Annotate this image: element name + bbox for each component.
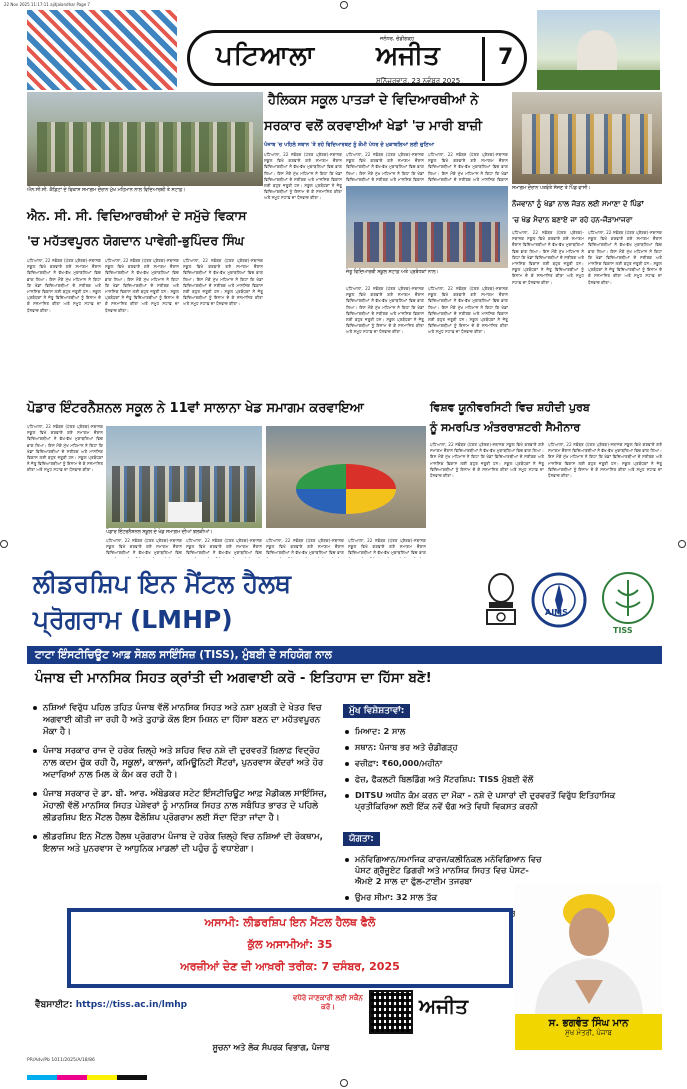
cm-name: ਸ. ਭਗਵੰਤ ਸਿੰਘ ਮਾਨ [548, 1018, 629, 1029]
lmhp-advertisement [27, 562, 662, 1072]
issue-date: ਸ਼ਨਿੱਚਰਵਾਰ, 23 ਨਵੰਬਰ 2025 [376, 77, 461, 85]
masthead [27, 10, 660, 90]
seminar-body-col-1: ਪਟਿਆਲਾ, 22 ਨਵੰਬਰ (ਪੱਤਰ ਪ੍ਰੇਰਕ)-ਸਥਾਨਕ ਸਕੂਲ ਵਿਖੇ ਕਰਵਾਏ ਗਏ ਸਮਾਗਮ ਦੌਰਾਨ ਵਿਦਿਆਰਥੀਆਂ ਨੇ ਵੱਖ-ਵੱਖ ਮੁਕਾਬਲਿਆਂ ਵਿਚ ਭਾਗ ਲਿਆ। ਇਸ ਮੌਕੇ ਮੁੱਖ ਮਹਿਮਾਨ ਨੇ ਕਿਹਾ ਕਿ ਖੇਡਾਂ ਵਿਦਿਆਰਥੀਆਂ ਦੇ ਸਰੀਰਕ ਅਤੇ ਮਾਨਸਿਕ ਵਿਕਾਸ ਲਈ ਬਹੁਤ ਜ਼ਰੂਰੀ ਹਨ। ਸਕੂਲ ਪ੍ਰਬੰਧਕਾਂ ਨੇ ਜੇਤੂ ਵਿਦਿਆਰਥੀਆਂ ਨੂੰ ਇਨਾਮ ਦੇ ਕੇ ਸਨਮਾਨਿਤ ਕੀਤਾ ਅਤੇ ਸਮੂਹ ਸਟਾਫ਼ ਦਾ ਧੰਨਵਾਦ ਕੀਤਾ। [430, 442, 544, 479]
village-body-col-2: ਪਟਿਆਲਾ, 22 ਨਵੰਬਰ (ਪੱਤਰ ਪ੍ਰੇਰਕ)-ਸਥਾਨਕ ਸਕੂਲ ਵਿਖੇ ਕਰਵਾਏ ਗਏ ਸਮਾਗਮ ਦੌਰਾਨ ਵਿਦਿਆਰਥੀਆਂ ਨੇ ਵੱਖ-ਵੱਖ ਮੁਕਾਬਲਿਆਂ ਵਿਚ ਭਾਗ ਲਿਆ। ਇਸ ਮੌਕੇ ਮੁੱਖ ਮਹਿਮਾਨ ਨੇ ਕਿਹਾ ਕਿ ਖੇਡਾਂ ਵਿਦਿਆਰਥੀਆਂ ਦੇ ਸਰੀਰਕ ਅਤੇ ਮਾਨਸਿਕ ਵਿਕਾਸ ਲਈ ਬਹੁਤ ਜ਼ਰੂਰੀ ਹਨ। ਸਕੂਲ ਪ੍ਰਬੰਧਕਾਂ ਨੇ ਜੇਤੂ ਵਿਦਿਆਰਥੀਆਂ ਨੂੰ ਇਨਾਮ ਦੇ ਕੇ ਸਨਮਾਨਿਤ ਕੀਤਾ ਅਤੇ ਸਮੂਹ ਸਟਾਫ਼ ਦਾ ਧੰਨਵਾਦ ਕੀਤਾ। [588, 230, 662, 285]
seminar-headline-1: ਵਿਸ਼ਵ ਯੂਨੀਵਰਸਿਟੀ ਵਿਚ ਸ਼ਹੀਦੀ ਪੁਰਬ [430, 401, 590, 414]
paper-name: ਅਜੀਤ [376, 41, 440, 71]
ad-feature-item: DITSU ਅਧੀਨ ਕੰਮ ਕਰਨ ਦਾ ਮੌਕਾ - ਨਸ਼ੇ ਦੇ ਪਸਾਰਾਂ ਦੀ ਦੁਰਵਰਤੋਂ ਵਿਰੁੱਧ ਇਤਿਹਾਸਿਕ ਪ੍ਰਤੀਕਿਰਿਆ ਲਈ ਇੱਕ ਨਵੇਂ ਢੰਗ ਅਤੇ ਵਿਧੀ ਵਿਕਸਤ ਕਰਨੀ [345, 790, 659, 812]
ad-title-line-1: ਲੀਡਰਸ਼ਿਪ ਇਨ ਮੈਂਟਲ ਹੈਲਥ [33, 569, 291, 598]
ad-intro-point: ਨਸ਼ਿਆਂ ਵਿਰੁੱਧ ਪਹਿਲ ਤਹਿਤ ਪੰਜਾਬ ਵੱਲੋਂ ਮਾਨਸਿਕ ਸਿਹਤ ਅਤੇ ਨਸ਼ਾ ਮੁਕਤੀ ਦੇ ਖੇਤਰ ਵਿਚ ਅਗਵਾਈ ਕੀਤੀ ਜਾ ਰਹੀ ਹੈ ਅਤੇ ਤੁਹਾਡੇ ਕੋਲ ਇਸ ਮਿਸ਼ਨ ਦਾ ਹਿੱਸਾ ਬਣਨ ਦਾ ਮਹੱਤਵਪੂਰਨ ਮੌਕਾ ਹੈ। [33, 702, 329, 738]
masthead-photo-right [537, 10, 660, 90]
color-calibration-bar [27, 1075, 147, 1080]
podar-headline: ਪੋਡਾਰ ਇੰਟਰਨੈਸ਼ਨਲ ਸਕੂਲ ਨੇ 11ਵਾਂ ਸਾਲਾਨਾ ਖੇਡ ਸਮਾਗਮ ਕਰਵਾਇਆ [27, 401, 364, 416]
ad-intro-list [33, 702, 329, 862]
ad-website-line [35, 1000, 187, 1010]
podar-ceremony-photo [106, 426, 262, 528]
helix-students-photo [346, 186, 508, 268]
vacancy-deadline: ਅਰਜ਼ੀਆਂ ਦੇਣ ਦੀ ਆਖ਼ਰੀ ਤਰੀਕ: 7 ਦਸੰਬਰ, 2025 [180, 960, 400, 973]
ad-collab-bar: ਟਾਟਾ ਇੰਸਟੀਚਿਊਟ ਆਫ਼ ਸੋਸ਼ਲ ਸਾਇੰਸਿਜ਼ (TISS), ਮੁੰਬਈ ਦੇ ਸਹਿਯੋਗ ਨਾਲ [27, 646, 662, 664]
village-event-photo [512, 92, 662, 184]
podar-body-col-4: ਪਟਿਆਲਾ, 22 ਨਵੰਬਰ (ਪੱਤਰ ਪ੍ਰੇਰਕ)-ਸਥਾਨਕ ਸਕੂਲ ਵਿਖੇ ਕਰਵਾਏ ਗਏ ਸਮਾਗਮ ਦੌਰਾਨ ਵਿਦਿਆਰਥੀਆਂ ਨੇ ਵੱਖ-ਵੱਖ ਮੁਕਾਬਲਿਆਂ ਵਿਚ ਭਾਗ [266, 538, 344, 556]
village-photo-caption: ਸਮਾਗਮ ਦੌਰਾਨ ਪਤਵੰਤੇ ਸੱਜਣ ਤੇ ਪਿੰਡ ਵਾਸੀ। [512, 186, 591, 191]
registration-mark-icon [340, 1, 348, 9]
podar-body-col-2: ਪਟਿਆਲਾ, 22 ਨਵੰਬਰ (ਪੱਤਰ ਪ੍ਰੇਰਕ)-ਸਥਾਨਕ ਸਕੂਲ ਵਿਖੇ ਕਰਵਾਏ ਗਏ ਸਮਾਗਮ ਦੌਰਾਨ ਵਿਦਿਆਰਥੀਆਂ ਨੇ ਵੱਖ-ਵੱਖ ਮੁਕਾਬਲਿਆਂ ਵਿਚ [106, 538, 182, 556]
print-slug: 22 Nov 2025 11:17:11 ajitjalandhar Page 7 [4, 2, 90, 7]
city-name: ਪਟਿਆਲਾ [216, 41, 316, 71]
ad-eligibility-item: ਉਮਰ ਸੀਮਾ: 32 ਸਾਲ ਤੱਕ [345, 892, 545, 903]
tiss-logo-text: TISS [613, 626, 633, 635]
podar-body-col-1: ਪਟਿਆਲਾ, 22 ਨਵੰਬਰ (ਪੱਤਰ ਪ੍ਰੇਰਕ)-ਸਥਾਨਕ ਸਕੂਲ ਵਿਖੇ ਕਰਵਾਏ ਗਏ ਸਮਾਗਮ ਦੌਰਾਨ ਵਿਦਿਆਰਥੀਆਂ ਨੇ ਵੱਖ-ਵੱਖ ਮੁਕਾਬਲਿਆਂ ਵਿਚ ਭਾਗ ਲਿਆ। ਇਸ ਮੌਕੇ ਮੁੱਖ ਮਹਿਮਾਨ ਨੇ ਕਿਹਾ ਕਿ ਖੇਡਾਂ ਵਿਦਿਆਰਥੀਆਂ ਦੇ ਸਰੀਰਕ ਅਤੇ ਮਾਨਸਿਕ ਵਿਕਾਸ ਲਈ ਬਹੁਤ ਜ਼ਰੂਰੀ ਹਨ। ਸਕੂਲ ਪ੍ਰਬੰਧਕਾਂ ਨੇ ਜੇਤੂ ਵਿਦਿਆਰਥੀਆਂ ਨੂੰ ਇਨਾਮ ਦੇ ਕੇ ਸਨਮਾਨਿਤ ਕੀਤਾ ਅਤੇ ਸਮੂਹ ਸਟਾਫ਼ ਦਾ ਧੰਨਵਾਦ ਕੀਤਾ। [27, 424, 103, 473]
registration-mark-icon [340, 1079, 348, 1087]
helix-subhead: ਪੰਜਾਬ 'ਚ ਪਹਿਲੇ ਸਥਾਨ 'ਤੇ ਰਹੇ ਵਿਦਿਆਰਥਣ ਨੂੰ ਕੌਮੀ ਪੱਧਰ ਦੇ ਮੁਕਾਬਲਿਆਂ ਲਈ ਚੁਣਿਆ [264, 142, 435, 148]
podar-body-col-5: ਪਟਿਆਲਾ, 22 ਨਵੰਬਰ (ਪੱਤਰ ਪ੍ਰੇਰਕ)-ਸਥਾਨਕ ਸਕੂਲ ਵਿਖੇ ਕਰਵਾਏ ਗਏ ਸਮਾਗਮ ਦੌਰਾਨ ਵਿਦਿਆਰਥੀਆਂ ਨੇ ਵੱਖ-ਵੱਖ ਮੁਕਾਬਲਿਆਂ ਵਿਚ ਭਾਗ [348, 538, 426, 556]
ad-footer-code: PR/Adv/Pb 1011/2025/A/18/86 [27, 1058, 95, 1063]
helix-body-col-1: ਪਟਿਆਲਾ, 22 ਨਵੰਬਰ (ਪੱਤਰ ਪ੍ਰੇਰਕ)-ਸਥਾਨਕ ਸਕੂਲ ਵਿਖੇ ਕਰਵਾਏ ਗਏ ਸਮਾਗਮ ਦੌਰਾਨ ਵਿਦਿਆਰਥੀਆਂ ਨੇ ਵੱਖ-ਵੱਖ ਮੁਕਾਬਲਿਆਂ ਵਿਚ ਭਾਗ ਲਿਆ। ਇਸ ਮੌਕੇ ਮੁੱਖ ਮਹਿਮਾਨ ਨੇ ਕਿਹਾ ਕਿ ਖੇਡਾਂ ਵਿਦਿਆਰਥੀਆਂ ਦੇ ਸਰੀਰਕ ਅਤੇ ਮਾਨਸਿਕ ਵਿਕਾਸ ਲਈ ਬਹੁਤ ਜ਼ਰੂਰੀ ਹਨ। ਸਕੂਲ ਪ੍ਰਬੰਧਕਾਂ ਨੇ ਜੇਤੂ ਵਿਦਿਆਰਥੀਆਂ ਨੂੰ ਇਨਾਮ ਦੇ ਕੇ ਸਨਮਾਨਿਤ ਕੀਤਾ ਅਤੇ ਸਮੂਹ ਸਟਾਫ਼ ਦਾ ਧੰਨਵਾਦ ਕੀਤਾ। [264, 152, 342, 201]
ncc-photo-caption: ਐਨ.ਸੀ.ਸੀ. ਕੈਡਿਟਾਂ ਦੇ ਵਿਕਾਸ ਸਮਾਗਮ ਦੌਰਾਨ ਮੁੱਖ ਮਹਿਮਾਨ ਨਾਲ ਵਿਦਿਆਰਥੀ ਤੇ ਸਟਾਫ਼। [27, 188, 186, 193]
ashoka-emblem-icon [479, 570, 523, 634]
helix-photo-caption: ਜੇਤੂ ਵਿਦਿਆਰਥੀ ਸਕੂਲ ਸਟਾਫ਼ ਅਤੇ ਪ੍ਰਬੰਧਕਾਂ ਨਾਲ। [346, 270, 439, 275]
ncc-body-col-1: ਪਟਿਆਲਾ, 22 ਨਵੰਬਰ (ਪੱਤਰ ਪ੍ਰੇਰਕ)-ਸਥਾਨਕ ਸਕੂਲ ਵਿਖੇ ਕਰਵਾਏ ਗਏ ਸਮਾਗਮ ਦੌਰਾਨ ਵਿਦਿਆਰਥੀਆਂ ਨੇ ਵੱਖ-ਵੱਖ ਮੁਕਾਬਲਿਆਂ ਵਿਚ ਭਾਗ ਲਿਆ। ਇਸ ਮੌਕੇ ਮੁੱਖ ਮਹਿਮਾਨ ਨੇ ਕਿਹਾ ਕਿ ਖੇਡਾਂ ਵਿਦਿਆਰਥੀਆਂ ਦੇ ਸਰੀਰਕ ਅਤੇ ਮਾਨਸਿਕ ਵਿਕਾਸ ਲਈ ਬਹੁਤ ਜ਼ਰੂਰੀ ਹਨ। ਸਕੂਲ ਪ੍ਰਬੰਧਕਾਂ ਨੇ ਜੇਤੂ ਵਿਦਿਆਰਥੀਆਂ ਨੂੰ ਇਨਾਮ ਦੇ ਕੇ ਸਨਮਾਨਿਤ ਕੀਤਾ ਅਤੇ ਸਮੂਹ ਸਟਾਫ਼ ਦਾ ਧੰਨਵਾਦ ਕੀਤਾ। [27, 258, 101, 313]
qr-code-icon[interactable] [369, 990, 413, 1034]
ad-title-line-2: ਪ੍ਰੋਗਰਾਮ (LMHP) [33, 605, 233, 634]
helix-headline-2: ਸਰਕਾਰ ਵਲੋਂ ਕਰਵਾਈਆਂ ਖੇਡਾਂ 'ਚ ਮਾਰੀ ਬਾਜ਼ੀ [264, 119, 483, 134]
tiss-logo-icon [597, 570, 659, 636]
ncc-headline-1: ਐਨ. ਸੀ. ਸੀ. ਵਿਦਿਆਰਥੀਆਂ ਦੇ ਸਮੁੱਚੇ ਵਿਕਾਸ [27, 208, 247, 223]
village-body-col-1: ਪਟਿਆਲਾ, 22 ਨਵੰਬਰ (ਪੱਤਰ ਪ੍ਰੇਰਕ)-ਸਥਾਨਕ ਸਕੂਲ ਵਿਖੇ ਕਰਵਾਏ ਗਏ ਸਮਾਗਮ ਦੌਰਾਨ ਵਿਦਿਆਰਥੀਆਂ ਨੇ ਵੱਖ-ਵੱਖ ਮੁਕਾਬਲਿਆਂ ਵਿਚ ਭਾਗ ਲਿਆ। ਇਸ ਮੌਕੇ ਮੁੱਖ ਮਹਿਮਾਨ ਨੇ ਕਿਹਾ ਕਿ ਖੇਡਾਂ ਵਿਦਿਆਰਥੀਆਂ ਦੇ ਸਰੀਰਕ ਅਤੇ ਮਾਨਸਿਕ ਵਿਕਾਸ ਲਈ ਬਹੁਤ ਜ਼ਰੂਰੀ ਹਨ। ਸਕੂਲ ਪ੍ਰਬੰਧਕਾਂ ਨੇ ਜੇਤੂ ਵਿਦਿਆਰਥੀਆਂ ਨੂੰ ਇਨਾਮ ਦੇ ਕੇ ਸਨਮਾਨਿਤ ਕੀਤਾ ਅਤੇ ਸਮੂਹ ਸਟਾਫ਼ ਦਾ ਧੰਨਵਾਦ ਕੀਤਾ। [512, 230, 584, 285]
seminar-body-col-2: ਪਟਿਆਲਾ, 22 ਨਵੰਬਰ (ਪੱਤਰ ਪ੍ਰੇਰਕ)-ਸਥਾਨਕ ਸਕੂਲ ਵਿਖੇ ਕਰਵਾਏ ਗਏ ਸਮਾਗਮ ਦੌਰਾਨ ਵਿਦਿਆਰਥੀਆਂ ਨੇ ਵੱਖ-ਵੱਖ ਮੁਕਾਬਲਿਆਂ ਵਿਚ ਭਾਗ ਲਿਆ। ਇਸ ਮੌਕੇ ਮੁੱਖ ਮਹਿਮਾਨ ਨੇ ਕਿਹਾ ਕਿ ਖੇਡਾਂ ਵਿਦਿਆਰਥੀਆਂ ਦੇ ਸਰੀਰਕ ਅਤੇ ਮਾਨਸਿਕ ਵਿਕਾਸ ਲਈ ਬਹੁਤ ਜ਼ਰੂਰੀ ਹਨ। ਸਕੂਲ ਪ੍ਰਬੰਧਕਾਂ ਨੇ ਜੇਤੂ ਵਿਦਿਆਰਥੀਆਂ ਨੂੰ ਇਨਾਮ ਦੇ ਕੇ ਸਨਮਾਨਿਤ ਕੀਤਾ ਅਤੇ ਸਮੂਹ ਸਟਾਫ਼ ਦਾ ਧੰਨਵਾਦ ਕੀਤਾ। [548, 442, 662, 479]
podar-body-col-3: ਪਟਿਆਲਾ, 22 ਨਵੰਬਰ (ਪੱਤਰ ਪ੍ਰੇਰਕ)-ਸਥਾਨਕ ਸਕੂਲ ਵਿਖੇ ਕਰਵਾਏ ਗਏ ਸਮਾਗਮ ਦੌਰਾਨ ਵਿਦਿਆਰਥੀਆਂ ਨੇ ਵੱਖ-ਵੱਖ ਮੁਕਾਬਲਿਆਂ ਵਿਚ [186, 538, 262, 556]
website-label: ਵੈੱਬਸਾਈਟ: [35, 1000, 73, 1010]
ad-intro-point: ਲੀਡਰਸ਼ਿਪ ਇਨ ਮੈਂਟਲ ਹੈਲਥ ਪ੍ਰੋਗਰਾਮ ਪੰਜਾਬ ਦੇ ਹਰੇਕ ਜ਼ਿਲ੍ਹੇ ਵਿਚ ਨਸ਼ਿਆਂ ਦੀ ਰੋਕਥਾਮ, ਇਲਾਜ ਅਤੇ ਪੁਨਰਵਾਸ ਦੇ ਆਧੁਨਿਕ ਮਾਡਲਾਂ ਦੀ ਪਹੁੰਚ ਨੂੰ ਵਧਾਏਗਾ। [33, 831, 329, 855]
podar-photo-caption: ਪੋਡਾਰ ਇੰਟਰਨੈਸ਼ਨਲ ਸਕੂਲ ਦੇ ਖੇਡ ਸਮਾਗਮ ਦੀਆਂ ਝਲਕੀਆਂ। [106, 530, 213, 535]
ncc-headline-2: 'ਚ ਮਹੱਤਵਪੂਰਨ ਯੋਗਦਾਨ ਪਾਵੇਗੀ-ਭੁਪਿੰਦਰ ਸਿੰਘ [27, 233, 245, 248]
cm-title: ਮੁੱਖ ਮੰਤਰੀ, ਪੰਜਾਬ [565, 1029, 612, 1037]
helix-body-col-5: ਪਟਿਆਲਾ, 22 ਨਵੰਬਰ (ਪੱਤਰ ਪ੍ਰੇਰਕ)-ਸਥਾਨਕ ਸਕੂਲ ਵਿਖੇ ਕਰਵਾਏ ਗਏ ਸਮਾਗਮ ਦੌਰਾਨ ਵਿਦਿਆਰਥੀਆਂ ਨੇ ਵੱਖ-ਵੱਖ ਮੁਕਾਬਲਿਆਂ ਵਿਚ ਭਾਗ ਲਿਆ। ਇਸ ਮੌਕੇ ਮੁੱਖ ਮਹਿਮਾਨ ਨੇ ਕਿਹਾ ਕਿ ਖੇਡਾਂ ਵਿਦਿਆਰਥੀਆਂ ਦੇ ਸਰੀਰਕ ਅਤੇ ਮਾਨਸਿਕ ਵਿਕਾਸ ਲਈ ਬਹੁਤ ਜ਼ਰੂਰੀ ਹਨ। ਸਕੂਲ ਪ੍ਰਬੰਧਕਾਂ ਨੇ ਜੇਤੂ ਵਿਦਿਆਰਥੀਆਂ ਨੂੰ ਇਨਾਮ ਦੇ ਕੇ ਸਨਮਾਨਿਤ ਕੀਤਾ ਅਤੇ ਸਮੂਹ ਸਟਾਫ਼ ਦਾ ਧੰਨਵਾਦ ਕੀਤਾ। [428, 286, 508, 335]
ad-feature-item: ਮਿਆਦ: 2 ਸਾਲ [345, 726, 659, 737]
chief-minister-nameplate [515, 1014, 662, 1050]
registration-mark-icon [678, 540, 686, 548]
podar-parachute-photo [266, 426, 426, 528]
website-link[interactable]: https://tiss.ac.in/lmhp [75, 1000, 188, 1010]
edition-line: ਜਲੰਧਰ, ਚੰਡੀਗੜ੍ਹ [380, 36, 415, 42]
aims-logo-icon [527, 570, 591, 636]
ad-eligibility-item: ਮਨੋਵਿਗਿਆਨ/ਸਮਾਜਿਕ ਕਾਰਜ/ਕਲੀਨਿਕਲ ਮਨੋਵਿਗਿਆਨ ਵਿਚ ਪੋਸਟ ਗ੍ਰੈਜੂਏਟ ਡਿਗਰੀ ਅਤੇ ਮਾਨਸਿਕ ਸਿਹਤ ਵਿਚ ਪੋਸਟ-ਐਮਏ 2 ਸਾਲ ਦਾ ਫੁੱਲ-ਟਾਈਮ ਤਜਰਬਾ [345, 854, 545, 887]
chief-minister-photo [515, 884, 662, 1014]
ad-vacancy-band [67, 908, 513, 988]
ad-features-label: ਮੁੱਖ ਵਿਸ਼ੇਸ਼ਤਾਵਾਂ: [343, 704, 410, 718]
ad-intro-point: ਪੰਜਾਬ ਸਰਕਾਰ ਦੇ ਡਾ. ਬੀ. ਆਰ. ਅੰਬੇਡਕਰ ਸਟੇਟ ਇੰਸਟੀਚਿਊਟ ਆਫ਼ ਮੈਡੀਕਲ ਸਾਇੰਸਿਜ਼, ਮੋਹਾਲੀ ਵੱਲੋਂ ਮਾਨਸਿਕ ਸਿਹਤ ਪੇਸ਼ੇਵਰਾਂ ਨੂੰ ਮਾਨਸਿਕ ਸਿਹਤ ਨਾਲ ਸਬੰਧਿਤ ਭਾਰਤ ਦੇ ਪਹਿਲੇ ਲੀਡਰਸ਼ਿਪ ਇਨ ਮੈਂਟਲ ਹੈਲਥ ਫੈਲੋਸ਼ਿਪ ਪ੍ਰੋਗਰਾਮ ਲਈ ਸੱਦਾ ਦਿੱਤਾ ਜਾਂਦਾ ਹੈ। [33, 788, 329, 824]
vacancy-post: ਅਸਾਮੀ: ਲੀਡਰਸ਼ਿਪ ਇਨ ਮੈਂਟਲ ਹੈਲਥ ਫੈਲੋ [204, 916, 376, 929]
vacancy-count: ਕੁੱਲ ਅਸਾਮੀਆਂ: 35 [247, 938, 333, 951]
village-headline-2: 'ਚ ਖੇਡ ਮੈਦਾਨ ਬਣਾਏ ਜਾ ਰਹੇ ਹਨ-ਜੌੜਾਮਾਜਰਾ [512, 215, 633, 224]
ad-feature-item: ਫੇਜ਼, ਫੈਕਲਟੀ ਬਿਲਡਿੰਗ ਅਤੇ ਮੈਂਟਰਸ਼ਿਪ: TISS ਮੁੰਬਈ ਵੱਲੋਂ [345, 774, 659, 785]
helix-body-col-3: ਪਟਿਆਲਾ, 22 ਨਵੰਬਰ (ਪੱਤਰ ਪ੍ਰੇਰਕ)-ਸਥਾਨਕ ਸਕੂਲ ਵਿਖੇ ਕਰਵਾਏ ਗਏ ਸਮਾਗਮ ਦੌਰਾਨ ਵਿਦਿਆਰਥੀਆਂ ਨੇ ਵੱਖ-ਵੱਖ ਮੁਕਾਬਲਿਆਂ ਵਿਚ ਭਾਗ ਲਿਆ। ਇਸ ਮੌਕੇ ਮੁੱਖ ਮਹਿਮਾਨ ਨੇ ਕਿਹਾ ਕਿ ਖੇਡਾਂ ਵਿਦਿਆਰਥੀਆਂ ਦੇ ਸਰੀਰਕ ਅਤੇ ਮਾਨਸਿਕ ਵਿਕਾਸ [428, 152, 508, 182]
masthead-pattern-left [27, 10, 177, 90]
ad-footer-dept: ਸੂਚਨਾ ਅਤੇ ਲੋਕ ਸੰਪਰਕ ਵਿਭਾਗ, ਪੰਜਾਬ [27, 1040, 515, 1056]
aims-logo-text: AIMS [545, 608, 568, 617]
seminar-headline-2: ਨੂੰ ਸਮਰਪਿਤ ਅੰਤਰਰਾਸ਼ਟਰੀ ਸੈਮੀਨਾਰ [430, 421, 581, 434]
page-number: 7 [498, 45, 514, 70]
ad-features-list [345, 726, 659, 817]
helix-body-col-2: ਪਟਿਆਲਾ, 22 ਨਵੰਬਰ (ਪੱਤਰ ਪ੍ਰੇਰਕ)-ਸਥਾਨਕ ਸਕੂਲ ਵਿਖੇ ਕਰਵਾਏ ਗਏ ਸਮਾਗਮ ਦੌਰਾਨ ਵਿਦਿਆਰਥੀਆਂ ਨੇ ਵੱਖ-ਵੱਖ ਮੁਕਾਬਲਿਆਂ ਵਿਚ ਭਾਗ ਲਿਆ। ਇਸ ਮੌਕੇ ਮੁੱਖ ਮਹਿਮਾਨ ਨੇ ਕਿਹਾ ਕਿ ਖੇਡਾਂ ਵਿਦਿਆਰਥੀਆਂ ਦੇ ਸਰੀਰਕ ਅਤੇ ਮਾਨਸਿਕ ਵਿਕਾਸ [346, 152, 424, 182]
ad-feature-item: ਵਜ਼ੀਫ਼ਾ: ₹60,000/ਮਹੀਨਾ [345, 758, 659, 769]
masthead-title-box [187, 30, 527, 86]
ad-eligibility-label: ਯੋਗਤਾ: [343, 832, 380, 846]
ncc-body-col-2: ਪਟਿਆਲਾ, 22 ਨਵੰਬਰ (ਪੱਤਰ ਪ੍ਰੇਰਕ)-ਸਥਾਨਕ ਸਕੂਲ ਵਿਖੇ ਕਰਵਾਏ ਗਏ ਸਮਾਗਮ ਦੌਰਾਨ ਵਿਦਿਆਰਥੀਆਂ ਨੇ ਵੱਖ-ਵੱਖ ਮੁਕਾਬਲਿਆਂ ਵਿਚ ਭਾਗ ਲਿਆ। ਇਸ ਮੌਕੇ ਮੁੱਖ ਮਹਿਮਾਨ ਨੇ ਕਿਹਾ ਕਿ ਖੇਡਾਂ ਵਿਦਿਆਰਥੀਆਂ ਦੇ ਸਰੀਰਕ ਅਤੇ ਮਾਨਸਿਕ ਵਿਕਾਸ ਲਈ ਬਹੁਤ ਜ਼ਰੂਰੀ ਹਨ। ਸਕੂਲ ਪ੍ਰਬੰਧਕਾਂ ਨੇ ਜੇਤੂ ਵਿਦਿਆਰਥੀਆਂ ਨੂੰ ਇਨਾਮ ਦੇ ਕੇ ਸਨਮਾਨਿਤ ਕੀਤਾ ਅਤੇ ਸਮੂਹ ਸਟਾਫ਼ ਦਾ ਧੰਨਵਾਦ ਕੀਤਾ। [105, 258, 179, 313]
village-headline-1: ਨੌਜਵਾਨਾਂ ਨੂੰ ਖੇਡਾਂ ਨਾਲ ਜੋੜਨ ਲਈ ਸਮਾਣਾ ਦੇ ਪਿੰਡਾਂ [512, 199, 644, 208]
ncc-body-col-3: ਪਟਿਆਲਾ, 22 ਨਵੰਬਰ (ਪੱਤਰ ਪ੍ਰੇਰਕ)-ਸਥਾਨਕ ਸਕੂਲ ਵਿਖੇ ਕਰਵਾਏ ਗਏ ਸਮਾਗਮ ਦੌਰਾਨ ਵਿਦਿਆਰਥੀਆਂ ਨੇ ਵੱਖ-ਵੱਖ ਮੁਕਾਬਲਿਆਂ ਵਿਚ ਭਾਗ ਲਿਆ। ਇਸ ਮੌਕੇ ਮੁੱਖ ਮਹਿਮਾਨ ਨੇ ਕਿਹਾ ਕਿ ਖੇਡਾਂ ਵਿਦਿਆਰਥੀਆਂ ਦੇ ਸਰੀਰਕ ਅਤੇ ਮਾਨਸਿਕ ਵਿਕਾਸ ਲਈ ਬਹੁਤ ਜ਼ਰੂਰੀ ਹਨ। ਸਕੂਲ ਪ੍ਰਬੰਧਕਾਂ ਨੇ ਜੇਤੂ ਵਿਦਿਆਰਥੀਆਂ ਨੂੰ ਇਨਾਮ ਦੇ ਕੇ ਸਨਮਾਨਿਤ ਕੀਤਾ ਅਤੇ ਸਮੂਹ ਸਟਾਫ਼ ਦਾ ਧੰਨਵਾਦ ਕੀਤਾ। [183, 258, 263, 307]
ad-intro-point: ਪੰਜਾਬ ਸਰਕਾਰ ਰਾਜ ਦੇ ਹਰੇਕ ਜ਼ਿਲ੍ਹੇ ਅਤੇ ਸ਼ਹਿਰ ਵਿਚ ਨਸ਼ੇ ਦੀ ਦੁਰਵਰਤੋਂ ਖ਼ਿਲਾਫ਼ ਵਿਦ੍ਰੋਹ ਨਾਲ ਕਦਮ ਚੁੱਕ ਰਹੀ ਹੈ, ਸਕੂਲਾਂ, ਕਾਲਜਾਂ, ਕਮਿਊਨਿਟੀ ਸੈਂਟਰਾਂ, ਪੁਨਰਵਾਸ ਕੇਂਦਰਾਂ ਅਤੇ ਹੋਰ ਅਦਾਰਿਆਂ ਨਾਲ ਮਿਲ ਕੇ ਕੰਮ ਕਰ ਰਹੀ ਹੈ। [33, 745, 329, 781]
ad-tagline: ਪੰਜਾਬ ਦੀ ਮਾਨਸਿਕ ਸਿਹਤ ਕ੍ਰਾਂਤੀ ਦੀ ਅਗਵਾਈ ਕਰੋ - ਇਤਿਹਾਸ ਦਾ ਹਿੱਸਾ ਬਣੋ! [35, 670, 432, 686]
registration-mark-icon [0, 540, 8, 548]
ad-feature-item: ਸਥਾਨ: ਪੰਜਾਬ ਭਰ ਅਤੇ ਚੰਡੀਗੜ੍ਹ [345, 742, 659, 753]
ajit-mark: ਅਜੀਤ [419, 994, 469, 1018]
scan-prompt: ਵਧੇਰੇ ਜਾਣਕਾਰੀ ਲਈ ਸਕੈਨ ਕਰੋ। [293, 994, 363, 1011]
helix-body-col-4: ਪਟਿਆਲਾ, 22 ਨਵੰਬਰ (ਪੱਤਰ ਪ੍ਰੇਰਕ)-ਸਥਾਨਕ ਸਕੂਲ ਵਿਖੇ ਕਰਵਾਏ ਗਏ ਸਮਾਗਮ ਦੌਰਾਨ ਵਿਦਿਆਰਥੀਆਂ ਨੇ ਵੱਖ-ਵੱਖ ਮੁਕਾਬਲਿਆਂ ਵਿਚ ਭਾਗ ਲਿਆ। ਇਸ ਮੌਕੇ ਮੁੱਖ ਮਹਿਮਾਨ ਨੇ ਕਿਹਾ ਕਿ ਖੇਡਾਂ ਵਿਦਿਆਰਥੀਆਂ ਦੇ ਸਰੀਰਕ ਅਤੇ ਮਾਨਸਿਕ ਵਿਕਾਸ ਲਈ ਬਹੁਤ ਜ਼ਰੂਰੀ ਹਨ। ਸਕੂਲ ਪ੍ਰਬੰਧਕਾਂ ਨੇ ਜੇਤੂ ਵਿਦਿਆਰਥੀਆਂ ਨੂੰ ਇਨਾਮ ਦੇ ਕੇ ਸਨਮਾਨਿਤ ਕੀਤਾ ਅਤੇ ਸਮੂਹ ਸਟਾਫ਼ ਦਾ ਧੰਨਵਾਦ ਕੀਤਾ। [346, 286, 424, 335]
ncc-group-photo [27, 92, 263, 186]
helix-headline-1: ਹੈਲਿਕਸ ਸਕੂਲ ਪਾਤੜਾਂ ਦੇ ਵਿਦਿਆਰਥੀਆਂ ਨੇ [268, 93, 479, 108]
